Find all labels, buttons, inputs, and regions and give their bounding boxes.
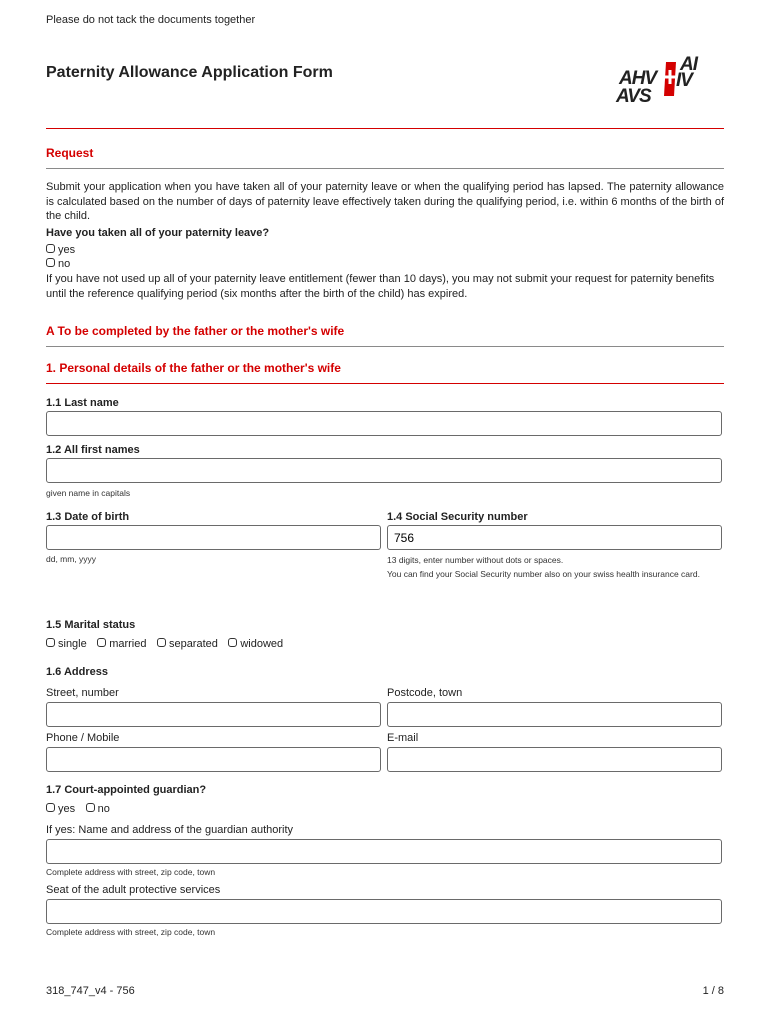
page-title: Paternity Allowance Application Form [46,64,333,81]
ssn-field[interactable] [387,525,722,550]
marital-option-married[interactable]: married [97,635,152,652]
ssn-hint-line2: You can find your Social Security number also on your swiss health insurance card. [387,568,700,579]
section-1-heading: 1. Personal details of the father or the mother's wife [46,361,341,375]
adult-protective-field[interactable] [46,899,722,924]
ssn-hint-line1: 13 digits, enter number without dots or spaces. [387,555,564,565]
ahv-avs-ai-iv-logo [616,56,706,108]
last-name-input[interactable] [47,412,721,435]
email-input[interactable] [388,748,721,771]
logo-text-iv: IV [676,70,692,91]
adult-protective-label: Seat of the adult protective services [46,884,221,896]
marital-options [46,635,289,653]
guardian-authority-input[interactable] [47,840,721,863]
adult-protective-hint: Complete address with street, zip code, town [46,927,216,937]
logo-text-ahv: AHV [619,68,657,89]
postcode-input[interactable] [388,703,721,726]
request-note: If you have not used up all of your paternity leave entitlement (fewer than 10 days), you may not submit your request for paternity benefits until the reference qualifying period (six months after the birth of the child) has expired. [46,273,715,300]
checkbox[interactable] [97,638,106,647]
email-field[interactable] [387,747,722,772]
last-name-label: 1.1 Last name [46,397,119,409]
checkbox[interactable] [46,258,55,267]
section-1-rule [46,383,724,384]
dob-label: 1.3 Date of birth [46,511,130,523]
swiss-cross-icon [660,62,680,96]
postcode-label: Postcode, town [387,687,463,699]
guardian-options [46,800,116,818]
form-code: 318_747_v4 - 756 [46,985,135,997]
header-notice: Please do not tack the documents together [46,14,256,26]
checkbox[interactable] [157,638,166,647]
ssn-label: 1.4 Social Security number [387,511,528,523]
guardian-authority-label: If yes: Name and address of the guardian authority [46,824,294,836]
request-rule [46,168,724,169]
first-names-label: 1.2 All first names [46,444,140,456]
dob-input[interactable] [47,526,380,549]
street-field[interactable] [46,702,381,727]
first-names-hint: given name in capitals [46,488,131,498]
postcode-field[interactable] [387,702,722,727]
leave-question: Have you taken all of your paternity leave? [46,227,270,239]
checkbox[interactable] [228,638,237,647]
street-label: Street, number [46,687,119,699]
checkbox[interactable] [46,638,55,647]
logo-text-avs: AVS [616,86,651,107]
dob-field[interactable] [46,525,381,550]
guardian-label: 1.7 Court-appointed guardian? [46,784,207,796]
ssn-input[interactable] [388,526,721,549]
adult-protective-input[interactable] [47,900,721,923]
request-heading: Request [46,146,94,160]
dob-hint: dd, mm, yyyy [46,554,97,564]
guardian-authority-field[interactable] [46,839,722,864]
leave-option-yes[interactable]: yes [46,241,81,259]
first-names-field[interactable] [46,458,722,483]
header-rule [46,128,724,129]
ssn-hint [387,554,722,581]
section-a-rule [46,346,724,347]
page-number: 1 / 8 [702,985,724,997]
phone-field[interactable] [46,747,381,772]
logo-text-ai: AI [680,54,697,75]
checkbox[interactable] [46,244,55,253]
marital-label: 1.5 Marital status [46,619,136,631]
request-intro: Submit your application when you have taken all of your paternity leave or when the qualifying period has lapsed. The paternity allowance is calculated based on the number of days of paternity leave effectively taken during the qualifying period, i.e. within 6 months of the birth of the child. [46,181,724,222]
checkbox[interactable] [46,803,55,812]
guardian-option-yes[interactable]: yes [46,800,81,817]
email-label: E-mail [387,732,419,744]
guardian-authority-hint: Complete address with street, zip code, town [46,867,216,877]
marital-option-separated[interactable]: separated [157,635,224,652]
guardian-option-no[interactable]: no [86,800,116,817]
section-a-heading: A To be completed by the father or the mother's wife [46,324,345,338]
marital-option-widowed[interactable]: widowed [228,635,289,652]
phone-input[interactable] [47,748,380,771]
last-name-field[interactable] [46,411,722,436]
street-input[interactable] [47,703,380,726]
phone-label: Phone / Mobile [46,732,120,744]
first-names-input[interactable] [47,459,721,482]
leave-option-no[interactable]: no [46,255,76,273]
address-label: 1.6 Address [46,666,108,678]
checkbox[interactable] [86,803,95,812]
marital-option-single[interactable]: single [46,635,93,652]
